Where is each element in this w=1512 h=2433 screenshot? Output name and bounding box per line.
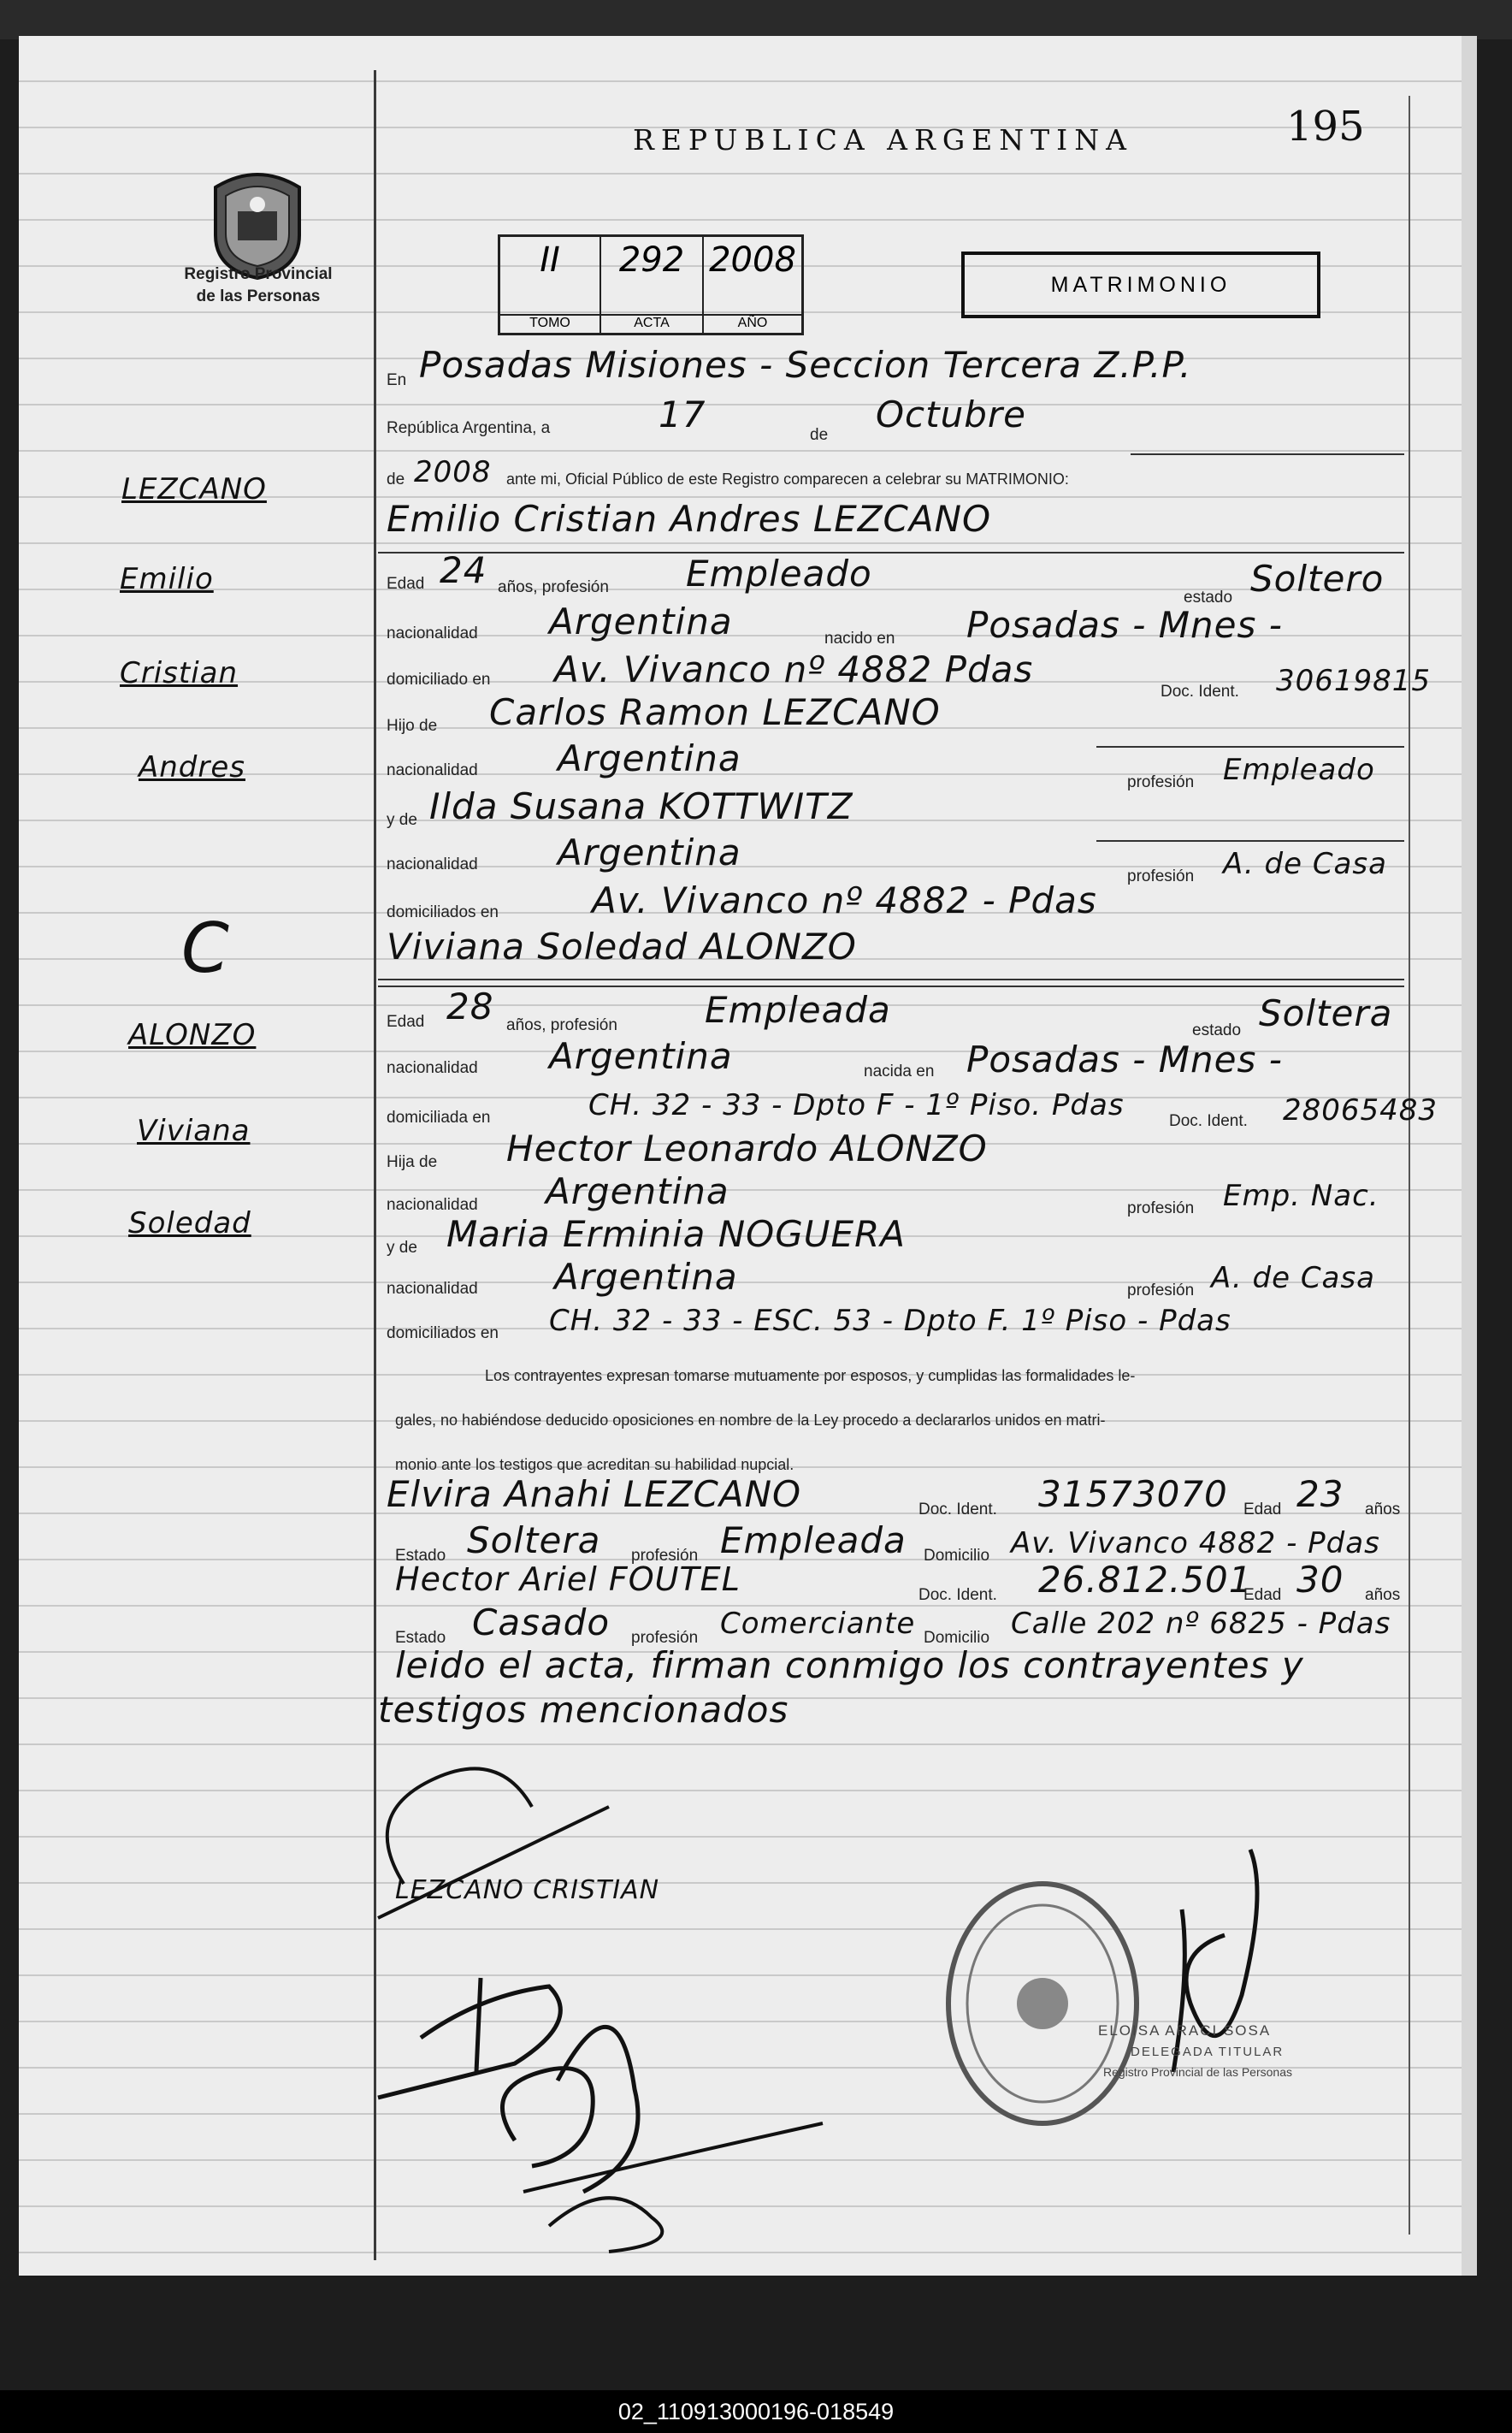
bride-estado: Soltera — [1259, 992, 1393, 1034]
bride-mother: Maria Erminia NOGUERA — [446, 1213, 906, 1255]
declaration-line1: Los contrayentes expresan tomarse mutuamente por esposos, y cumplidas las formalidades le- — [485, 1367, 1136, 1384]
en-label: En — [387, 371, 407, 389]
place: Posadas Misiones - Seccion Tercera Z.P.P. — [419, 344, 1192, 386]
tomo-value: II — [540, 240, 560, 280]
document-type: MATRIMONIO — [1050, 273, 1231, 297]
estado-label: estado — [1192, 1021, 1242, 1039]
margin-name: Andres — [139, 750, 245, 784]
domicilio-label: Domicilio — [924, 1629, 990, 1647]
margin-name: Emilio — [120, 562, 214, 596]
registry-line1: Registro Provincial — [184, 265, 333, 283]
witness2-doc: 26.812.501 — [1038, 1559, 1253, 1601]
nacionalidad-label: nacionalidad — [387, 1196, 478, 1214]
nacionalidad-label: nacionalidad — [387, 625, 478, 642]
hija-label: Hija de — [387, 1153, 438, 1171]
bride-mother-nationality: Argentina — [554, 1256, 738, 1298]
acta-label: ACTA — [601, 314, 702, 331]
groom-birthplace: Posadas - Mnes - — [966, 604, 1283, 646]
groom-nationality: Argentina — [549, 601, 733, 642]
margin-name: Viviana — [137, 1114, 251, 1148]
groom-age: 24 — [440, 549, 487, 591]
bride-nationality: Argentina — [549, 1035, 733, 1077]
margin-name: Cristian — [120, 656, 239, 690]
acta-value: 292 — [618, 240, 685, 280]
domicilio-label: Domicilio — [924, 1547, 990, 1565]
statement: ante mi, Oficial Público de este Registro comparecen a celebrar su MATRIMONIO: — [506, 471, 1069, 488]
declaration-line3: monio ante los testigos que acreditan su habilidad nupcial. — [395, 1456, 794, 1473]
edad-label: Edad — [387, 575, 425, 593]
groom-profession: Empleado — [686, 553, 872, 595]
profesion-label: años, profesión — [506, 1016, 617, 1034]
nacionalidad-label: nacionalidad — [387, 761, 478, 779]
signature-name: LEZCANO CRISTIAN — [395, 1875, 660, 1905]
groom-estado: Soltero — [1250, 558, 1385, 600]
groom-address: Av. Vivanco nº 4882 Pdas — [554, 648, 1034, 690]
margin-name: Soledad — [128, 1206, 251, 1240]
profesion-label: profesión — [1127, 867, 1195, 885]
profesion-label: profesión — [631, 1629, 699, 1647]
domiciliados-label: domiciliados en — [387, 1324, 499, 1342]
file-id: 02_110913000196-018549 — [0, 2390, 1512, 2433]
bride-birthplace: Posadas - Mnes - — [966, 1039, 1283, 1080]
groom-mother-profession: A. de Casa — [1223, 847, 1387, 881]
estado-label: Estado — [395, 1547, 446, 1565]
doc-label: Doc. Ident. — [918, 1501, 997, 1518]
nacido-label: nacido en — [824, 630, 895, 648]
groom-father-profession: Empleado — [1223, 753, 1375, 787]
anio-value: 2008 — [709, 240, 796, 280]
y-de-label: y de — [387, 1239, 417, 1257]
bride-father-nationality: Argentina — [546, 1170, 729, 1212]
official-stamp-icon — [938, 1875, 1148, 2132]
edad-label: Edad — [387, 1013, 425, 1031]
groom-father: Carlos Ramon LEZCANO — [489, 691, 941, 733]
declaration-line2: gales, no habiéndose deducido oposiciones en nombre de la Ley procedo a declararlos unidos en matri- — [395, 1412, 1106, 1429]
provincial-crest-icon — [207, 169, 308, 280]
anos-label: años — [1365, 1501, 1401, 1518]
witness1-age: 23 — [1296, 1473, 1344, 1515]
profesion-label: años, profesión — [498, 578, 609, 596]
domicilio-label: domiciliado en — [387, 671, 491, 689]
bride-address: CH. 32 - 33 - Dpto F - 1º Piso. Pdas — [588, 1088, 1125, 1122]
witness2-name: Hector Ariel FOUTEL — [395, 1560, 741, 1598]
year: 2008 — [414, 455, 492, 489]
profesion-label: profesión — [1127, 773, 1195, 791]
domicilio-label: domiciliada en — [387, 1109, 491, 1127]
month: Octubre — [876, 394, 1027, 435]
groom-father-nationality: Argentina — [558, 737, 741, 779]
register-page — [19, 36, 1477, 2276]
bride-name: Viviana Soledad ALONZO — [387, 926, 857, 968]
witness1-address: Av. Vivanco 4882 - Pdas — [1011, 1526, 1380, 1560]
stamp-title: DELEGADA TITULAR — [1131, 2045, 1285, 2059]
country-title: REPUBLICA ARGENTINA — [633, 123, 1133, 157]
document-type-box — [961, 252, 1320, 318]
bride-doc: 28065483 — [1283, 1093, 1438, 1128]
nacida-label: nacida en — [864, 1063, 935, 1080]
margin-name: ALONZO — [128, 1018, 257, 1052]
witness2-profession: Comerciante — [720, 1607, 916, 1641]
edad-label: Edad — [1243, 1501, 1282, 1518]
witness1-name: Elvira Anahi LEZCANO — [387, 1473, 802, 1515]
closing-line1: leido el acta, firman conmigo los contrayentes y — [395, 1644, 1304, 1686]
de2-label: de — [387, 471, 405, 488]
signatures — [327, 1713, 1438, 2269]
stamp-officer: ELOISA ARACI SOSA — [1098, 2022, 1272, 2039]
anos-label: años — [1365, 1586, 1401, 1604]
day: 17 — [659, 394, 706, 435]
page-number: 195 — [1286, 103, 1365, 151]
nacionalidad-label: nacionalidad — [387, 1059, 478, 1077]
registry-line2: de las Personas — [196, 287, 321, 305]
profesion-label: profesión — [631, 1547, 699, 1565]
margin-name: C — [181, 909, 230, 988]
groom-parents-address: Av. Vivanco nº 4882 - Pdas — [592, 879, 1097, 921]
groom-mother: Ilda Susana KOTTWITZ — [429, 785, 853, 827]
profesion-label: profesión — [1127, 1199, 1195, 1217]
hijo-label: Hijo de — [387, 717, 438, 735]
profesion-label: profesión — [1127, 1282, 1195, 1299]
witness1-estado: Soltera — [467, 1519, 601, 1561]
groom-mother-nationality: Argentina — [558, 832, 741, 873]
anio-label: AÑO — [704, 314, 801, 331]
bride-father-profession: Emp. Nac. — [1223, 1179, 1379, 1213]
witness2-estado: Casado — [472, 1601, 611, 1643]
bride-mother-profession: A. de Casa — [1211, 1261, 1375, 1295]
domiciliados-label: domiciliados en — [387, 903, 499, 921]
margin-name: LEZCANO — [121, 472, 267, 506]
republica-label: República Argentina, a — [387, 419, 551, 437]
doc-label: Doc. Ident. — [1161, 683, 1239, 701]
witness1-doc: 31573070 — [1038, 1473, 1228, 1515]
edad-label: Edad — [1243, 1586, 1282, 1604]
record-box — [498, 234, 804, 335]
estado-label: Estado — [395, 1629, 446, 1647]
tomo-label: TOMO — [500, 314, 599, 331]
witness2-age: 30 — [1296, 1559, 1344, 1601]
bride-profession: Empleada — [705, 989, 891, 1031]
estado-label: estado — [1184, 589, 1233, 607]
bride-parents-address: CH. 32 - 33 - ESC. 53 - Dpto F. 1º Piso - Pdas — [549, 1304, 1231, 1338]
de-label: de — [810, 426, 829, 444]
witness1-profession: Empleada — [720, 1519, 907, 1561]
bride-age: 28 — [446, 986, 494, 1027]
bride-father: Hector Leonardo ALONZO — [506, 1128, 988, 1169]
witness2-address: Calle 202 nº 6825 - Pdas — [1011, 1607, 1391, 1641]
doc-label: Doc. Ident. — [1169, 1112, 1248, 1130]
stamp-office: Registro Provincial de las Personas — [1103, 2065, 1292, 2079]
groom-name: Emilio Cristian Andres LEZCANO — [387, 498, 992, 540]
doc-label: Doc. Ident. — [918, 1586, 997, 1604]
closing-line2: testigos mencionados — [378, 1689, 789, 1731]
nacionalidad-label: nacionalidad — [387, 855, 478, 873]
groom-doc: 30619815 — [1276, 664, 1432, 698]
nacionalidad-label: nacionalidad — [387, 1280, 478, 1298]
binding-edge — [0, 0, 1512, 39]
y-de-label: y de — [387, 811, 417, 829]
